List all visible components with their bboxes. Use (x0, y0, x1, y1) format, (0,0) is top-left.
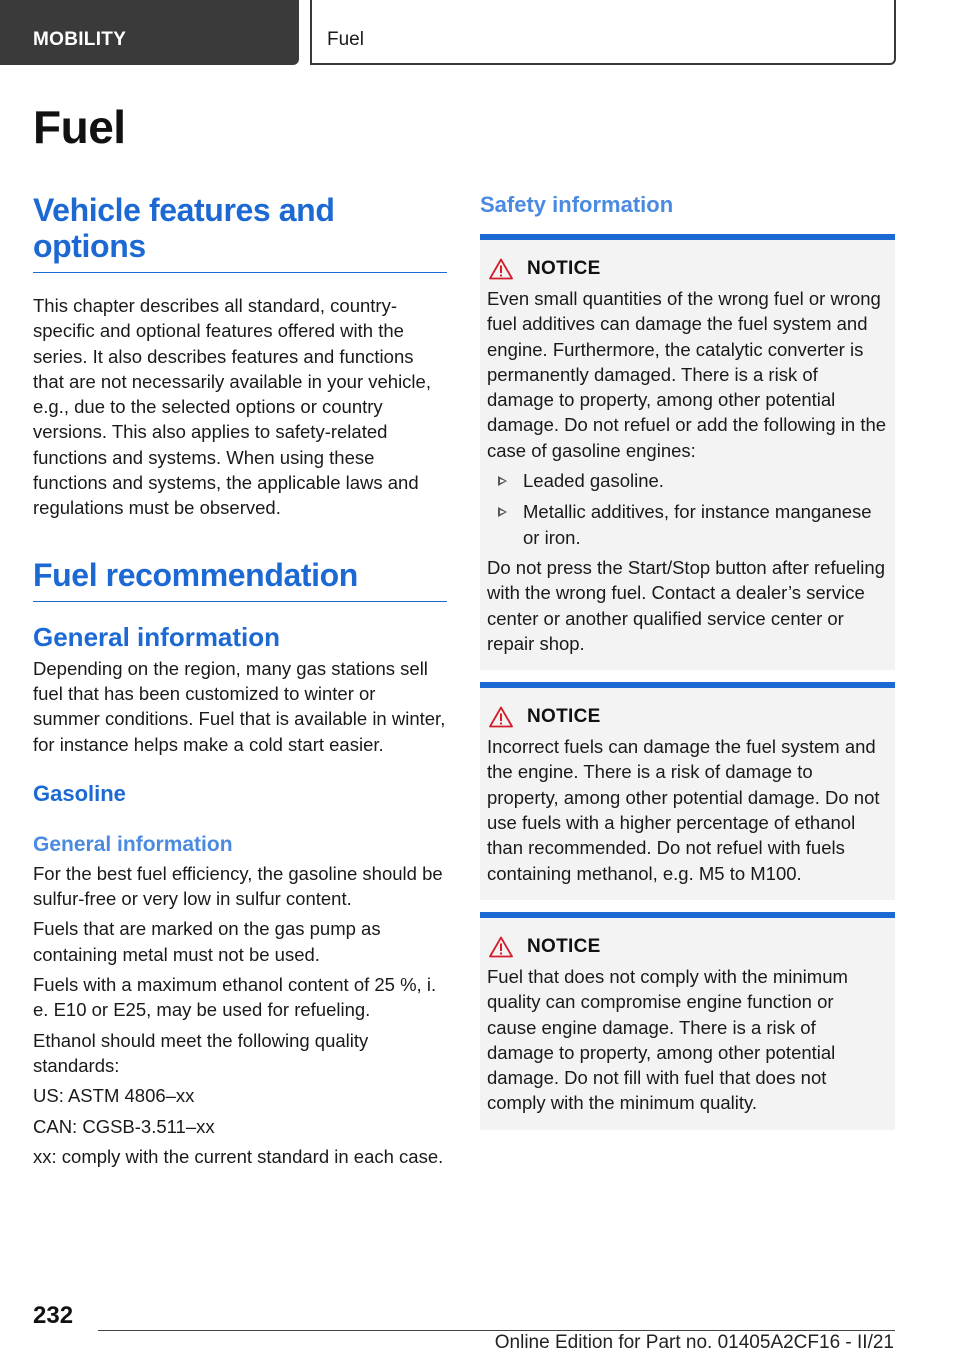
warning-triangle-icon (489, 258, 513, 280)
triangle-bullet-icon (498, 476, 507, 486)
header-topic-tab (310, 0, 896, 65)
header-topic-label: Fuel (327, 29, 364, 50)
notice-text: Incorrect fuels can damage the fuel system and the engine. There is a risk of damage to property, among other potential damage. Do not use fuels with a higher percentage of ethanol than recommended. Do not refuel with fuels containing methanol, e.g. M5 to M100. (487, 736, 880, 884)
list-item-text: Leaded gasoline. (523, 470, 664, 492)
footer-divider (98, 1330, 895, 1331)
notice-box (480, 912, 895, 1130)
notice-box (480, 682, 895, 900)
heading-general-information: General information (33, 621, 281, 652)
header-section-label: MOBILITY (33, 29, 127, 50)
notice-header (487, 934, 887, 960)
list-item (487, 468, 887, 493)
notice-title: NOTICE (527, 258, 601, 279)
footer-edition-text: Online Edition for Part no. 01405A2CF16 - II/21 (494, 1332, 894, 1353)
notice-text-after: Do not press the Start/Stop button after refueling with the wrong fuel. Contact a dealer’s service center or another qualified service center or repair shop. (487, 556, 885, 654)
heading-gasoline-general-information: General information (33, 832, 233, 856)
notice-title: NOTICE (527, 935, 601, 957)
gasoline-paragraph: xx: comply with the current standard in each case. (33, 1145, 444, 1167)
page-number: 232 (33, 1302, 74, 1329)
notice-box (480, 234, 895, 670)
notice-header (487, 704, 887, 730)
header-section-tab (0, 0, 299, 65)
list-item (487, 499, 887, 550)
notice-text: Even small quantities of the wrong fuel or wrong fuel additives can damage the fuel system and engine. Furthermore, the catalytic converter is permanently damaged. There is a risk of damage to property, among other potential damage. Do not refuel or add the following in the case of gasoline engines: (487, 288, 887, 461)
notice-text: Fuel that does not comply with the minimum quality can compromise engine function or cause engine damage. There is a risk of damage to property, among other potential damage. Do not fill with fuel that does not comply with the minimum quality. (487, 965, 848, 1114)
heading-fuel-recommendation: Fuel recommendation (33, 557, 447, 602)
vehicle-features-text: This chapter describes all standard, country-specific and optional features offered with the series. It also describes features and functions that are not necessarily available in your vehicle, e.g., due to the selected options or country versions. This also applies to safety-related functions and systems. When using these functions and systems, the applicable laws and regulations must be observed. (33, 295, 431, 519)
left-column (33, 192, 447, 1169)
triangle-bullet-icon (498, 507, 507, 517)
heading-safety-information: Safety information (480, 192, 674, 217)
list-item-text: Metallic additives, for instance manganese or iron. (523, 501, 872, 548)
heading-vehicle-features: Vehicle features and options (33, 192, 447, 273)
general-information-text: Depending on the region, many gas stations sell fuel that has been customized to winter or summer conditions. Fuel that is available in winter, for instance helps make a cold start easier. (33, 657, 446, 755)
gasoline-paragraph: For the best fuel efficiency, the gasoline should be sulfur-free or very low in sulfur content. (33, 862, 443, 910)
notice-bullet-list (487, 468, 887, 550)
right-column (480, 192, 895, 1130)
warning-triangle-icon (489, 706, 513, 728)
gasoline-paragraph: CAN: CGSB-3.511–xx (33, 1115, 215, 1137)
gasoline-paragraph: Fuels with a maximum ethanol content of 25 %, i. e. E10 or E25, may be used for refueling. (33, 974, 437, 1021)
heading-gasoline: Gasoline (33, 780, 126, 806)
gasoline-paragraphs (33, 861, 447, 1169)
warning-triangle-icon (489, 936, 513, 958)
page-title: Fuel (33, 101, 126, 153)
gasoline-paragraph: US: ASTM 4806–xx (33, 1085, 195, 1107)
notice-header (487, 256, 887, 282)
gasoline-paragraph: Ethanol should meet the following quality standards: (33, 1029, 369, 1076)
notice-title: NOTICE (527, 706, 601, 728)
gasoline-paragraph: Fuels that are marked on the gas pump as containing metal must not be used. (33, 918, 381, 965)
